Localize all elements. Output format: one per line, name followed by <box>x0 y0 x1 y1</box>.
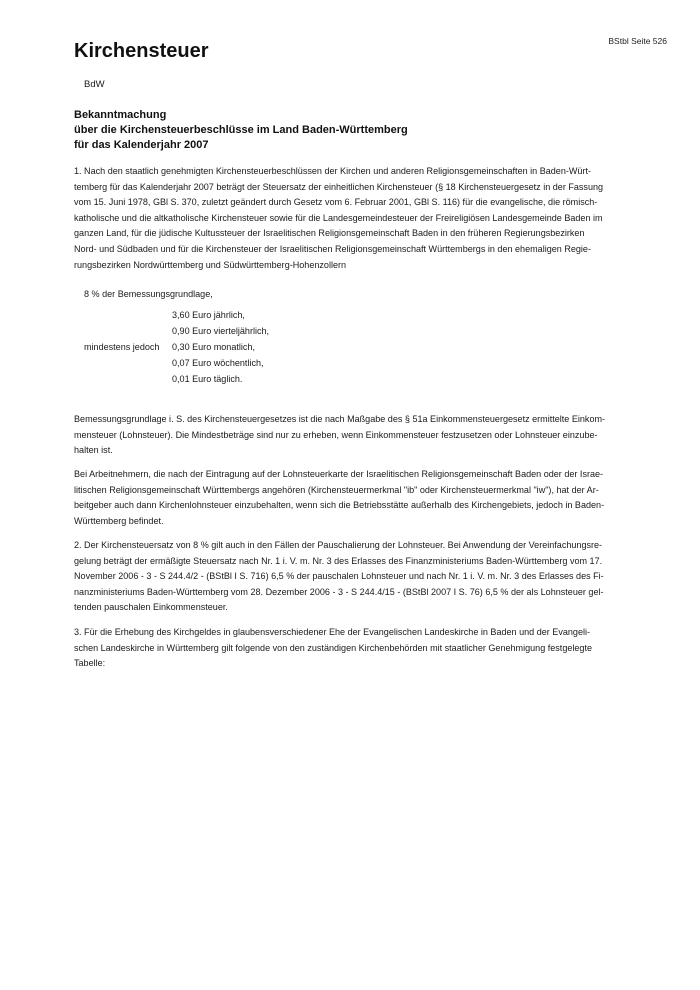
text-line: temberg für das Kalenderjahr 2007 beträgt der Steuersatz der einheitlichen Kirchensteuer (§ 18 Kirchensteuergesetz in der Fassung <box>74 181 604 192</box>
text-line: gelung beträgt der ermäßigte Steuersatz nach Nr. 1 i. V. m. Nr. 3 des Erlasses des Finanzministeriums Baden-Württemberg vom 17. <box>74 555 603 566</box>
page-reference: BStbl Seite 526 <box>608 36 667 46</box>
text-line: schen Landeskirche in Württemberg gilt folgende von den zuständigen Kirchenbehörden mit staatlicher Genehmigung festgelegte <box>74 642 593 653</box>
text-line: beitgeber auch dann Kirchenlohnsteuer einzubehalten, wenn sich die Betriebsstätte außerhalb des Kirchengebiets, jedoch in Baden- <box>74 500 605 511</box>
document-title: Kirchensteuer <box>74 40 209 62</box>
text-line: rungsbezirken Nordwürttemberg und Südwürttemberg-Hohenzollern <box>74 259 347 270</box>
text-line: Tabelle: <box>74 658 106 669</box>
text-line: Bei Arbeitnehmern, die nach der Eintragung auf der Lohnsteuerkarte der Israelitischen Religionsgemeinschaft Baden oder der Israe- <box>74 469 604 479</box>
minimum-value: 0,01 Euro täglich. <box>172 374 243 384</box>
source-abbreviation: BdW <box>84 79 105 90</box>
text-line: November 2006 - 3 - S 244.4/2 - (BStBl I S. 716) 6,5 % der pauschalen Lohnsteuer und nach Nr. 1 i. V. m. Nr. 3 des Erlasses des Fi- <box>74 571 604 582</box>
minimum-value: 3,60 Euro jährlich, <box>172 310 245 320</box>
text-line: 3. Für die Erhebung des Kirchgeldes in glaubensverschiedener Ehe der Evangelischen Landeskirche in Baden und der Evangeli- <box>74 627 591 637</box>
announcement-heading <box>74 108 634 153</box>
announcement-line: über die Kirchensteuerbeschlüsse im Land Baden-Württemberg <box>74 124 408 136</box>
tax-rate-line: 8 % der Bemessungsgrundlage, <box>84 289 213 299</box>
paragraph-1 <box>74 164 624 273</box>
minimum-values <box>172 307 269 387</box>
text-line: Württemberg befindet. <box>74 515 164 526</box>
text-line: mensteuer (Lohnsteuer). Die Mindestbeträge sind nur zu erheben, wenn Einkommensteuer festzusetzen oder Lohnsteuer einzube- <box>74 429 598 440</box>
text-line: litischen Religionsgemeinschaft Württembergs angehören (Kirchensteuermerkmal "ib" oder Kirchensteuermerkmal "iw"), hat der Ar- <box>74 484 599 495</box>
text-line: Nord- und Südbaden und für die Kirchensteuer der Israelitischen Religionsgemeinschaft Württembergs in den ehemaligen Regie- <box>74 243 591 254</box>
paragraph-2 <box>74 538 624 616</box>
text-line: halten ist. <box>74 445 113 456</box>
announcement-line: Bekanntmachung <box>74 109 167 121</box>
minimum-value: 0,07 Euro wöchentlich, <box>172 358 264 368</box>
minimum-value: 0,90 Euro vierteljährlich, <box>172 326 270 336</box>
paragraph-employees <box>74 467 624 529</box>
text-line: vom 15. Juni 1978, GBl S. 370, zuletzt geändert durch Gesetz vom 6. Februar 2001, GBl S. 116) für die evangelische, die römisch- <box>74 197 598 208</box>
text-line: nanzministeriums Baden-Württemberg vom 28. Dezember 2006 - 3 - S 244.4/15 - (BStBl 2007 I S. 76) 6,5 % der als Lohnsteuer gel- <box>74 586 604 597</box>
text-line: 1. Nach den staatlich genehmigten Kirchensteuerbeschlüssen der Kirchen und anderen Religionsgemeinschaften in Baden-Würt- <box>74 166 591 176</box>
paragraph-3 <box>74 625 624 672</box>
minimum-label: mindestens jedoch <box>84 342 160 352</box>
minimum-value: 0,30 Euro monatlich, <box>172 342 255 352</box>
text-line: ganzen Land, für die jüdische Kultussteuer der Israelitischen Religionsgemeinschaft Baden in den früheren Regierungsbezirken <box>74 228 585 239</box>
text-line: 2. Der Kirchensteuersatz von 8 % gilt auch in den Fällen der Pauschalierung der Lohnsteuer. Bei Anwendung der Vereinfachungsre- <box>74 540 603 550</box>
text-line: tenden pauschalen Einkommensteuer. <box>74 602 228 613</box>
text-line: katholische und die altkatholische Kirchensteuer sowie für die Landesgemeindesteuer der Freireligiösen Landesgemeinde Baden im <box>74 212 603 223</box>
announcement-line: für das Kalenderjahr 2007 <box>74 139 209 151</box>
paragraph-assessment-basis <box>74 412 624 459</box>
text-line: Bemessungsgrundlage i. S. des Kirchensteuergesetzes ist die nach Maßgabe des § 51a Einkommensteuergesetz ermittelte Einkom- <box>74 414 606 424</box>
